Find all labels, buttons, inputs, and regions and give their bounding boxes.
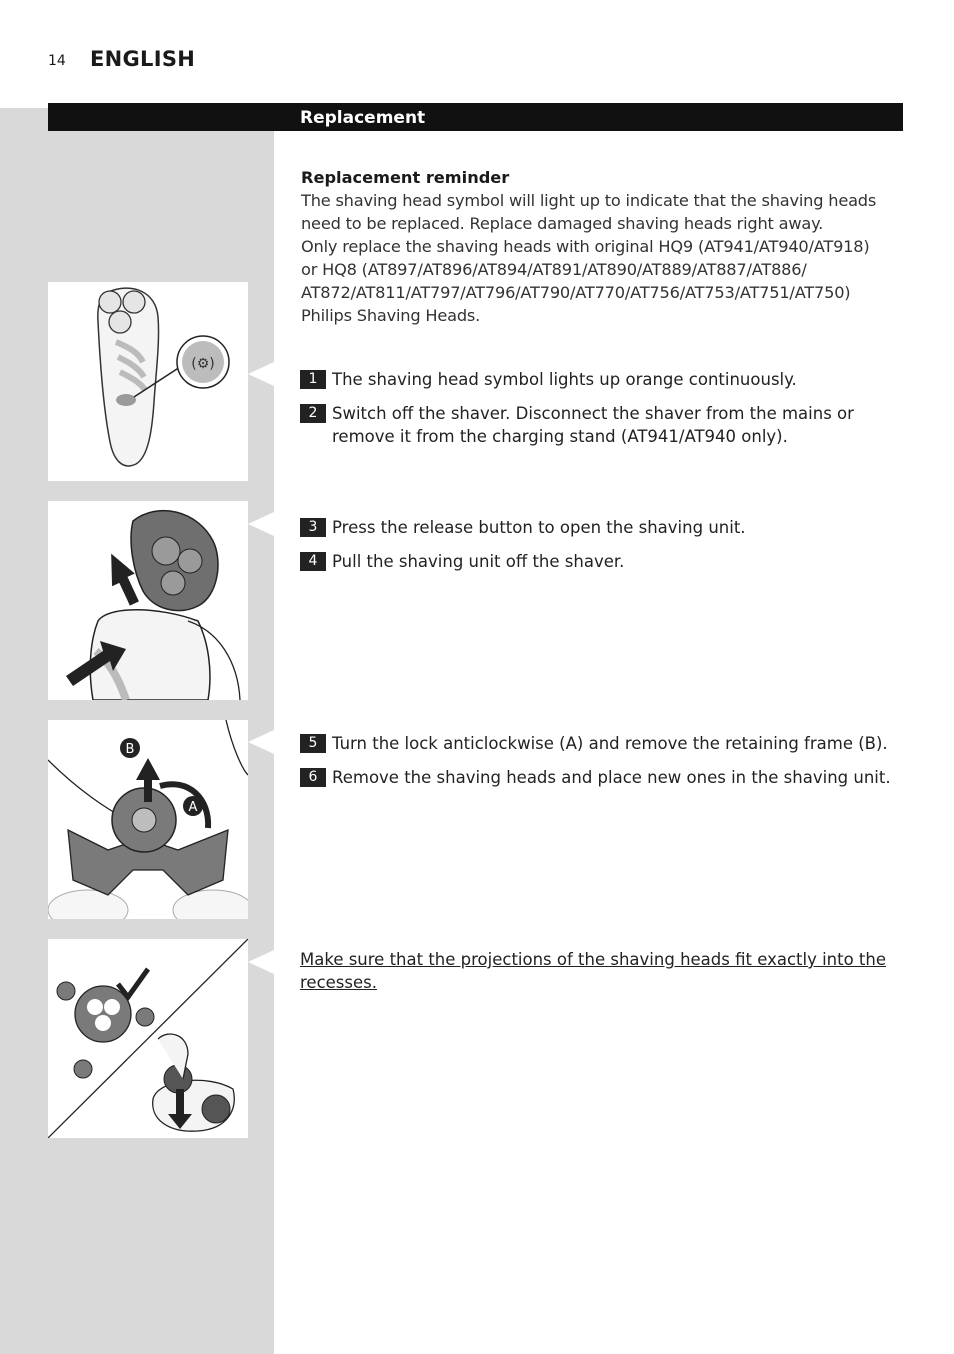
shaving-heads-icon	[48, 939, 248, 1138]
retaining-frame-icon	[48, 720, 248, 919]
intro-line: or HQ8 (AT897/AT896/AT894/AT891/AT890/AT889/AT887/AT886/	[301, 260, 807, 279]
step-2	[300, 402, 904, 448]
step-text: Remove the shaving heads and place new ones in the shaving unit.	[332, 768, 891, 787]
illustration-heads-fit	[48, 939, 248, 1138]
step-number: 1	[300, 370, 326, 389]
pointer-arrow-4	[248, 950, 274, 974]
step-number: 3	[300, 518, 326, 537]
language-heading: ENGLISH	[90, 47, 196, 71]
step-text: Pull the shaving unit off the shaver.	[332, 552, 625, 571]
subsection-heading: Replacement reminder	[301, 168, 510, 187]
pointer-arrow-3	[248, 730, 274, 754]
intro-line: The shaving head symbol will light up to indicate that the shaving heads	[301, 191, 877, 210]
illustration-retaining-frame	[48, 720, 248, 919]
step-text: Turn the lock anticlockwise (A) and remove the retaining frame (B).	[332, 734, 888, 753]
illustration-shaver-symbol	[48, 282, 248, 481]
pointer-arrow-1	[248, 362, 274, 386]
illustration-open-unit	[48, 501, 248, 700]
step-1	[300, 368, 904, 391]
step-number: 4	[300, 552, 326, 571]
fit-note: Make sure that the projections of the shaving heads fit exactly into the recesses.	[300, 950, 887, 992]
step-3	[300, 516, 904, 539]
shaver-icon	[48, 282, 248, 481]
intro-line: Only replace the shaving heads with original HQ9 (AT941/AT940/AT918)	[301, 237, 870, 256]
label-a: A	[188, 800, 198, 815]
step-number: 2	[300, 404, 326, 423]
step-text: The shaving head symbol lights up orange continuously.	[332, 370, 797, 389]
svg-text:(⚙): (⚙)	[191, 356, 215, 372]
label-b: B	[125, 742, 135, 757]
page-number: 14	[48, 53, 66, 69]
intro-line: Philips Shaving Heads.	[301, 306, 481, 325]
step-4	[300, 550, 904, 573]
release-button-icon	[48, 501, 248, 700]
section-title: Replacement	[300, 108, 426, 128]
step-6	[300, 766, 904, 789]
intro-line: AT872/AT811/AT797/AT796/AT790/AT770/AT756/AT753/AT751/AT750)	[301, 283, 851, 302]
section-header-bar	[48, 103, 903, 131]
step-text: Press the release button to open the shaving unit.	[332, 518, 746, 537]
step-number: 5	[300, 734, 326, 753]
pointer-arrow-2	[248, 512, 274, 536]
step-text: Switch off the shaver. Disconnect the shaver from the mains or remove it from the charging stand (AT941/AT940 only).	[332, 404, 854, 446]
checkmark-icon	[118, 969, 148, 997]
step-number: 6	[300, 768, 326, 787]
step-5	[300, 732, 904, 755]
replacement-reminder-block	[301, 166, 906, 327]
intro-line: need to be replaced. Replace damaged shaving heads right away.	[301, 214, 824, 233]
